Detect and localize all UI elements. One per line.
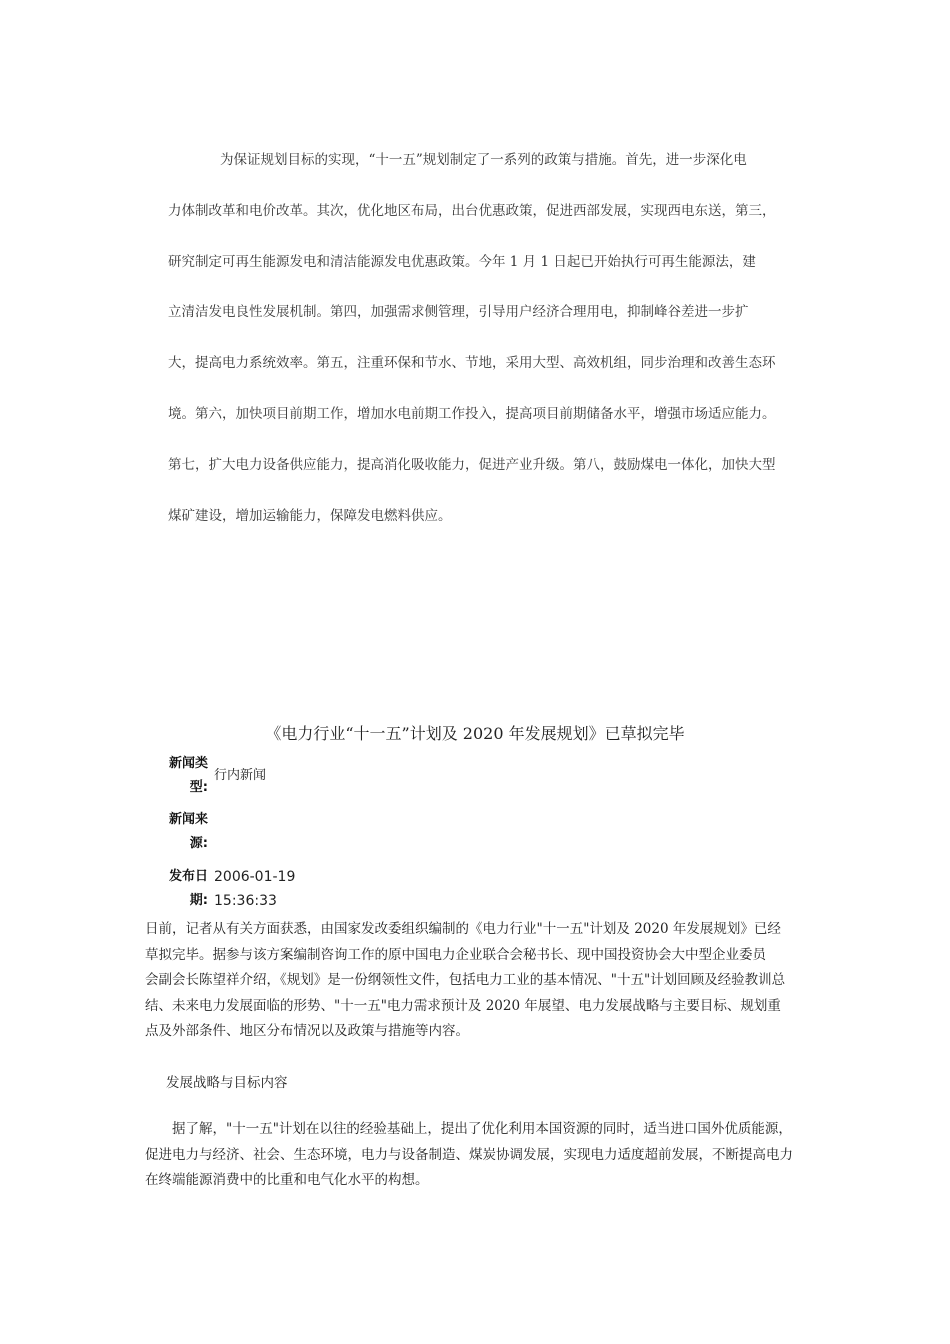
paragraph-line: 点及外部条件、地区分布情况以及政策与措施等内容。 [145, 1023, 469, 1039]
publish-date-label-line1: 发布日 [168, 869, 208, 884]
news-type-value: 行内新闻 [214, 768, 267, 783]
news-type-label-line1: 新闻类 [168, 756, 208, 771]
paragraph-line: 煤矿建设，增加运输能力，保障发电燃料供应。 [168, 507, 452, 524]
paragraph-line: 立清洁发电良性发展机制。第四，加强需求侧管理，引导用户经济合理用电，抑制峰谷差进一步扩 [168, 304, 749, 321]
paragraph-line: 第七，扩大电力设备供应能力，提高消化吸收能力，促进产业升级。第八，鼓励煤电一体化，加快大型 [168, 456, 776, 473]
paragraph-line: 研究制定可再生能源发电和清洁能源发电优惠政策。今年 1 月 1 日起已开始执行可再生能源法，建 [168, 253, 756, 270]
paragraph-line: 大，提高电力系统效率。第五，注重环保和节水、节地，采用大型、高效机组，同步治理和改善生态环 [168, 355, 776, 372]
paragraph-line: 为保证规划目标的实现，“十一五”规划制定了一系列的政策与措施。首先，进一步深化电 [220, 152, 747, 168]
paragraph-line: 据了解，"十一五"计划在以往的经验基础上，提出了优化利用本国资源的同时，适当进口国外优质能源， [172, 1121, 792, 1137]
policy-paragraph [168, 147, 788, 553]
news-type-label-line2: 型: [189, 780, 208, 795]
publish-time-value: 15:36:33 [214, 893, 277, 909]
news-source-label-line2: 源: [189, 836, 208, 851]
paragraph-line: 在终端能源消费中的比重和电气化水平的构想。 [145, 1172, 429, 1188]
paragraph-line: 促进电力与经济、社会、生态环境，电力与设备制造、煤炭协调发展，实现电力适度超前发展，不断提高电力 [145, 1146, 793, 1163]
publish-date-label-line2: 期: [189, 893, 208, 908]
paragraph-line: 结、未来电力发展面临的形势、"十一五"电力需求预计及 2020 年展望、电力发展战略与主要目标、规划重 [145, 997, 781, 1014]
intro-paragraph [145, 917, 820, 1045]
article-title: 《电力行业“十一五”计划及 2020 年发展规划》已草拟完毕 [265, 724, 685, 743]
strategy-paragraph [145, 1117, 820, 1194]
publish-date-value: 2006-01-19 [214, 869, 296, 885]
paragraph-line: 会副会长陈望祥介绍，《规划》是一份纲领性文件，包括电力工业的基本情况、"十五"计划回顾及经验教训总 [145, 972, 786, 988]
section-heading: 发展战略与目标内容 [166, 1075, 288, 1091]
news-source-label-line1: 新闻来 [168, 812, 208, 827]
paragraph-line: 境。第六，加快项目前期工作，增加水电前期工作投入，提高项目前期储备水平，增强市场适应能力。 [168, 405, 776, 422]
paragraph-line: 草拟完毕。据参与该方案编制咨询工作的原中国电力企业联合会秘书长、现中国投资协会大中型企业委员 [145, 946, 766, 963]
paragraph-line: 日前，记者从有关方面获悉，由国家发改委组织编制的《电力行业"十一五"计划及 2020 年发展规划》已经 [145, 921, 781, 937]
paragraph-line: 力体制改革和电价改革。其次，优化地区布局，出台优惠政策，促进西部发展，实现西电东送，第三， [168, 202, 776, 219]
